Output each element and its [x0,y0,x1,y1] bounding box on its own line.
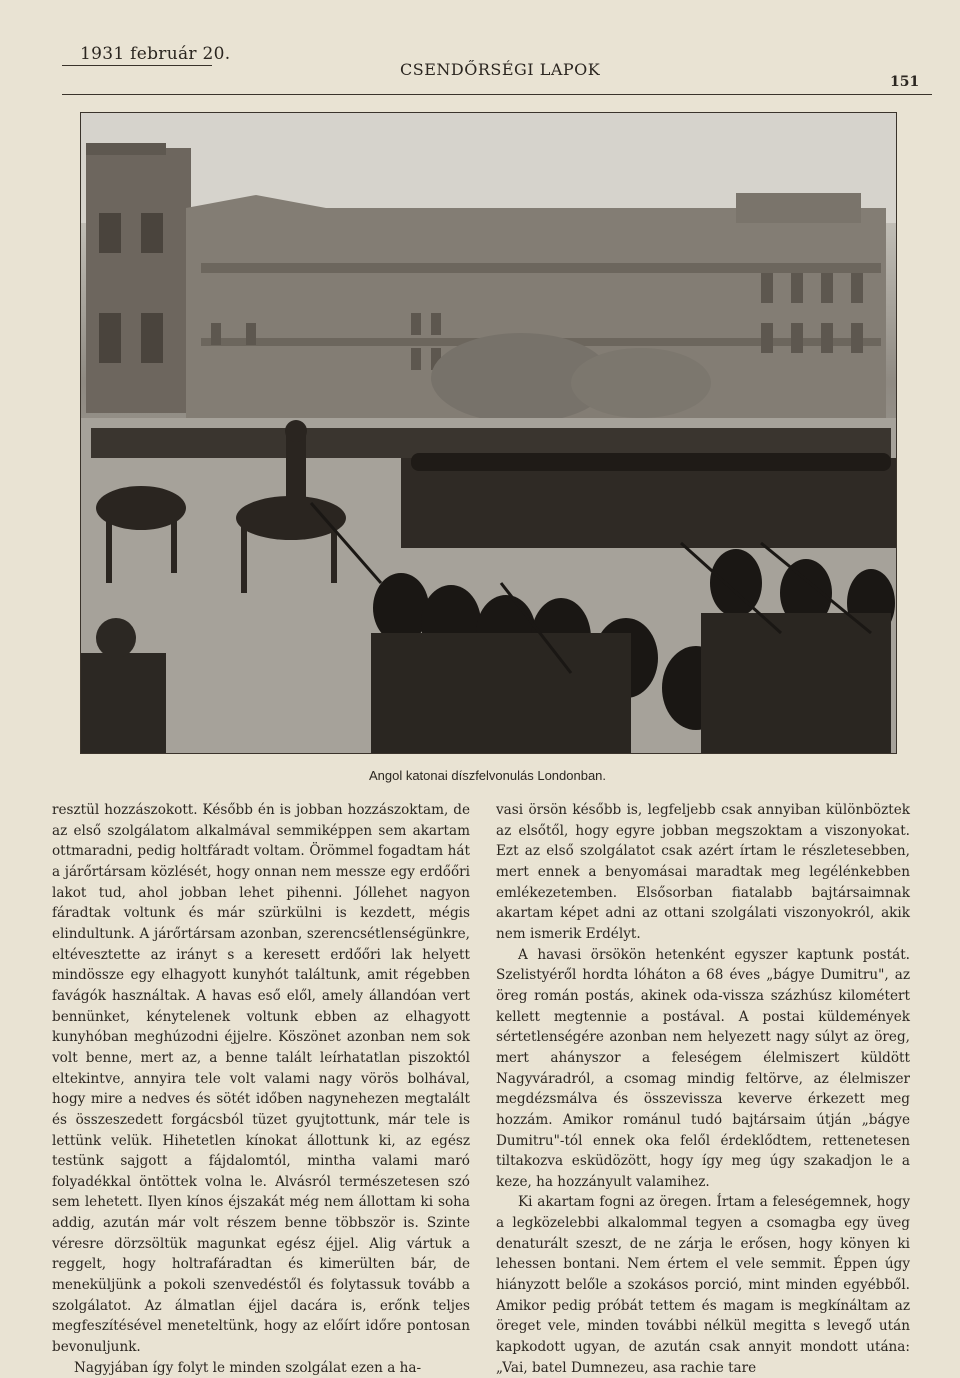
right-text-column [496,800,910,1378]
photo-caption: Angol katonai díszfelvonulás Londonban. [368,768,607,783]
left-text-column [52,800,470,1378]
photo-illustration [81,113,896,753]
publication-title: CSENDŐRSÉGI LAPOK [400,60,601,79]
left-paragraph-1: resztül hozzászokott. Később én is jobban hozzászoktam, de az első szolgálatom alkalmával semmiképpen sem akartam ottmaradni, pedig holtfáradt voltam. Örömmel fogadtam hát a járőrtársam közlését, hogy onnan nem messze egy erdőőri lakot tud, ahol jobban lehet pihenni. Jóllehet nagyon fáradtak voltunk és már szürkülni is kezdett, mégis elindultunk. A járőrtársam azonban, szerencsétlenségünkre, eltévesztette az irányt s a keresett erdőőri lak helyett mindössze egy elhagyott kunyhót találtunk, amit régebben favágók használtak. A havas eső elől, amely állandóan vert bennünket, kénytelenek voltunk ebben az elhagyott kunyhóban meghúzodni éjjelre. Köszönet azonban nem sok volt benne, mert az, a benne talált leírhatatlan piszoktól eltekintve, annyira tele volt valami nagy vörös bolhával, hogy mire a nedves és sötét időben nagynehezen megtalált és összeszedett forgácsból tüzet gyujtottunk, már tele is lettünk velük. Hihetetlen kínokat állottunk ki, az egész testünk sajgott a fájdalomtól, mintha valami maró folyadékkal öntöttek volna le. Alvásról természetesen szó sem lehetett. Ilyen kínos éjszakát még nem állottam ki soha addig, azután már volt részem benne többször is. Szinte véresre dörzsöltük magunkat egész éjjel. Alig vártuk a reggelt, hogy holtrafáradtan és kimerülten bár, de meneküljünk a pokoli szenvedéstől és folytassuk tovább a szolgálatot. Az álmatlan éjjel dacára is, erőnk teljes megfeszítésével meneteltünk, hogy az előírt időre pontosan bevonuljunk. [52,802,470,1356]
right-paragraph-3: Ki akartam fogni az öregen. Írtam a feleségemnek, hogy a legközelebbi alkalommal tegyen a csomagba egy üveg denaturált szeszt, de ne zárja le erősen, hogy könyen ki lehessen bontani. Nem értem el vele semmit. Éppen úgy hiányzott belőle a szokásos porció, mint minden egyébből. Amikor pedig próbát tettem és magam is megkínáltam az öreget vele, minden további nélkül megitta s levegő után kapkodott ugyan, de azután csak annyit mondott utána: „Vai, batel Dumnezeu, asa rachie tare [496,1194,910,1376]
right-paragraph-2: A havasi örsökön hetenként egyszer kaptunk postát. Szelistyéről hordta lóháton a 68 éves „bágye Dumitru", az öreg román postás, akinek oda-vissza százhúsz kilométert kellett megtennie a postával. A postai küldemények sértetlenségére azonban nem helyezett nagy súlyt az öreg, mert ahányszor a feleségem élelmiszert küldött Nagyváradról, a csomag mindig feltörve, az élelmiszer megdézsmálva és összevissza keverve érkezett meg hozzám. Amikor románul tudó bajtársaim útján „bágye Dumitru"-tól ennek oka felől érdeklődtem, rettenetesen tiltakozva esküdözött, hogy így meg úgy szakadjon le a keze, ha hozzányult valamihez. [496,946,910,1190]
left-paragraph-2: Nagyjában így folyt le minden szolgálat ezen a ha- [74,1359,422,1376]
header-rule [62,94,932,95]
right-paragraph-1: vasi örsön később is, legfeljebb csak annyiban különböztek az elsőtől, hogy egyre jobban megszoktam a viszonyokat. Ezt az első szolgálatot csak azért írtam le részletesebben, mert ennek a benyomásai maradtak meg legélénkebben emlékezetemben. Elsősorban fiatalabb bajtársaimnak akartam képet adni az ottani szolgálati viszonyokról, akik nem ismerik Erdélyt. [496,802,910,942]
issue-date: 1931 február 20. [80,44,231,64]
parade-photograph [80,112,897,754]
page-number: 151 [890,74,920,90]
header-underline [62,65,212,66]
